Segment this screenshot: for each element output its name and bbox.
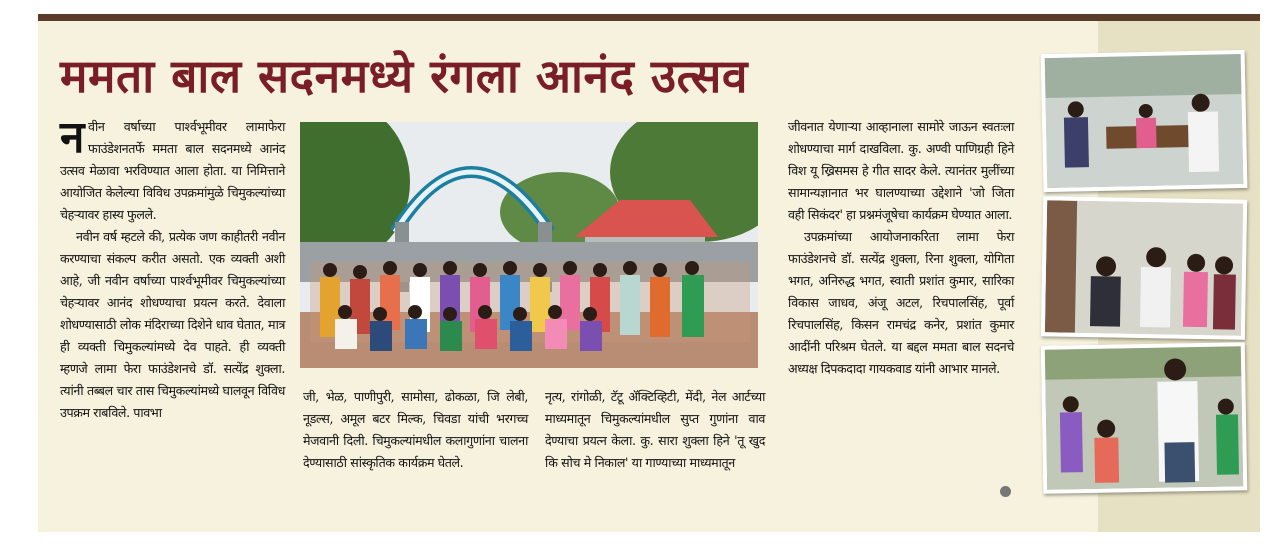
- side-photo-2-illustration: [1045, 200, 1243, 335]
- paragraph-program: जीवनात येणाऱ्या आव्हानाला सामोरे जाऊन स्वतःला शोधण्याचा मार्ग दाखविला. कु. अण्वी पाणिग्रही हिने विश यू ख्रिसमस हे गीत सादर केले. त्यानंतर मुलींच्या सामान्यज्ञानात भर घालण्याच्या उद्देशाने 'जो जिता वही सिकंदर' हा प्रश्नमंजूषेचा कार्यक्रम घेण्यात आला.: [788, 119, 1014, 222]
- paragraph-2: नवीन वर्ष म्हटले की, प्रत्येक जण काहीतरी नवीन करण्याचा संकल्प करीत असतो. एक व्यक्ती अशी आहे, जी नवीन वर्षाच्या पार्श्वभूमीवर चिमुकल्यांच्या चेहऱ्यावर आनंद शोधण्याचा प्रयत्न करते. देवाला शोधण्यासाठी लोक मंदिराच्या दिशेने धाव घेतात, मात्र ही व्यक्ती चिमुकल्यांमध्ये देव पाहते. ही व्यक्ती म्हणजे लामा फेरा फाउंडेशनचे डॉ. सत्येंद्र शुक्ला. त्यांनी तब्बल चार तास चिमुकल्यांमध्ये घालवून विविध उपक्रम राबविले. पावभा: [60, 229, 285, 420]
- side-photo-gifts: [1041, 342, 1248, 494]
- article-column-2: [303, 386, 528, 474]
- paragraph-intro-text: वीन वर्षाच्या पार्श्वभूमीवर लामाफेरा फाउंडेशनतर्फे ममता बाल सदनमध्ये आनंद उत्सव मेळावा भरविण्यात आला होता. या निमित्ताने आयोजित केलेल्या विविध उपक्रमांमुळे चिमुकल्यांच्या चेहऱ्यावर हास्य फुलले.: [60, 119, 285, 222]
- paragraph-food: जी, भेळ, पाणीपुरी, सामोसा, ढोकळा, जि लेबी, नूडल्स, अमूल बटर मिल्क, चिवडा यांची भरगच्च मेजवानी दिली. चिमुकल्यांमधील कलागुणांना चालना देण्यासाठी सांस्कृतिक कार्यक्रम घेतले.: [303, 389, 528, 470]
- side-photo-1-illustration: [1045, 54, 1244, 188]
- article-column-4: [788, 116, 1014, 380]
- article-column-1: [60, 112, 285, 424]
- end-mark: [1000, 486, 1011, 497]
- group-photo-illustration: [300, 122, 758, 368]
- headline: ममता बाल सदनमध्ये रंगला आनंद उत्सव: [60, 49, 748, 103]
- side-photo-mehndi: [1041, 196, 1247, 340]
- group-photo: [300, 122, 758, 368]
- drop-cap: न: [60, 112, 85, 163]
- side-photo-3-illustration: [1045, 346, 1243, 489]
- paragraph-activities: नृत्य, रांगोळी, टॅटू ॲक्टिव्हिटी, मेंदी, नेल आर्टच्या माध्यमातून चिमुकल्यांमधील सुप्त गुणांना वाव देण्याचा प्रयत्न केला. कु. सारा शुक्ला हिने 'तू खुद कि सोच मे निकाल' या गाण्याच्या माध्यमातून: [545, 389, 765, 470]
- article-column-3: [545, 386, 765, 474]
- paragraph-intro: [60, 112, 285, 226]
- side-photo-food-serving: [1041, 50, 1248, 192]
- paragraph-organizers: उपक्रमांच्या आयोजनाकरिता लामा फेरा फाउंडेशनचे डॉ. सत्येंद्र शुक्ला, रिना शुक्ला, योगिता भगत, अनिरुद्ध भगत, स्वाती प्रशांत कुमार, सारिका विकास जाधव, अंजू अटल, रिचपालसिंह, पूर्वा रिचपालसिंह, किसन रामचंद्र कनेर, प्रशांत कुमार आदींनी परिश्रम घेतले. या बद्दल ममता बाल सदनचे अध्यक्ष दिपकदादा गायकवाड यांनी आभार मानले.: [788, 229, 1014, 376]
- top-rule: [38, 14, 1260, 21]
